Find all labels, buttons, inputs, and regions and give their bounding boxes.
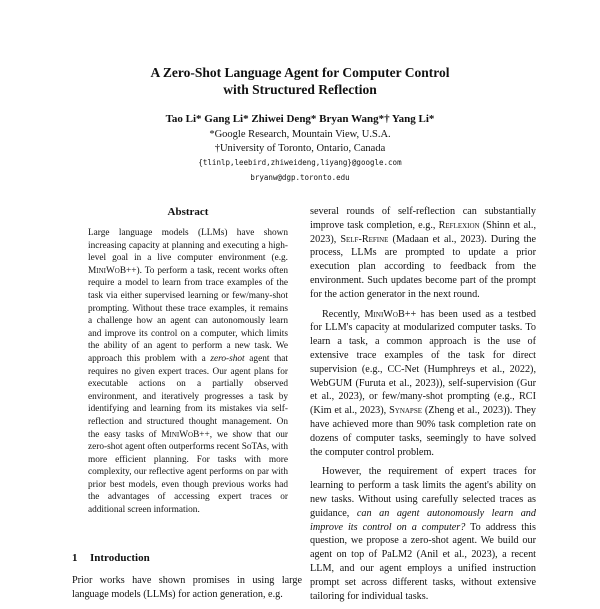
section-heading-introduction	[72, 552, 150, 564]
reflexion-term: Reflexion	[438, 219, 480, 231]
zero-shot-term: zero-shot	[210, 353, 245, 364]
abstract-text: ). To perform a task, recent works often require a model to learn from trace examples of the task via either supervised learning or few/many-shot prompting. Without these trace examples, it remains a challenge how an agent can autonomously learn and improve its control on a computer, which limits the ability of an agent to perform a new task. We approach this problem with a	[88, 265, 288, 364]
paragraph-text: (Madaan et al., 2023). During the process, LLMs are prompted to update a prior execution plan according to feedback from the environment. Such updates become part of the prompt for the action generator in the next round.	[310, 233, 537, 300]
author-list: Tao Li* Gang Li* Zhiwei Deng* Bryan Wang*† Yang Li*	[165, 113, 435, 125]
introduction-paragraph: Prior works have shown promises in using large language models (LLMs) for action generation, e.g.	[72, 575, 302, 600]
paragraph-self-reflection	[310, 205, 536, 302]
title-line-2: with Structured Reflection	[223, 82, 377, 97]
paragraph-text: has been used as a testbed for LLM's capacity at modularized computer tasks. To learn a task, a common approach is the use of extensive trace examples of the task for direct supervision (e.g., CC-Net (Humphreys et al., 2022), WebGUM (Furuta et al., 2023)), self-supervision (Gur et al., 2023), or few/many-shot prompting (e.g., RCI (Kim et al., 2023),	[310, 308, 536, 417]
right-column	[310, 205, 536, 609]
affiliation-google: *Google Research, Mountain View, U.S.A.	[209, 129, 391, 140]
synapse-term: Synapse	[389, 405, 422, 417]
self-refine-term: Self-Refine	[340, 233, 389, 245]
section-number: 1	[72, 552, 78, 564]
abstract-body	[88, 227, 288, 517]
paragraph-text: (Zheng et al., 2023)). They have achieved more than 90% task completion rate on dozens of computer tasks, seemingly to have solved the computer control problem.	[310, 405, 537, 458]
paragraph-text: To address this question, we propose a zero-shot agent. We build our agent on top of PaLM2 (Anil et al., 2023), a recent LLM, and our agent employs a unified instruction prompt set across different tasks, without extensive tailoring for individual tasks.	[310, 521, 536, 602]
paragraph-text: However, the requirement of expert traces for learning to perform a task limits the agent's ability on new tasks. Without using carefully selected traces as guidance,	[310, 466, 536, 519]
abstract-text: agent that requires no given expert traces. Our agent plans for executable actions on a partially observed environment, and iteratively progresses a task by identifying and learning from its mistakes via self-reflection and structured thought management. On the easy tasks of	[88, 353, 289, 440]
miniwob-term: MiniWoB++	[161, 429, 210, 440]
paragraph-miniwob	[310, 308, 536, 460]
abstract-text: , we show that our zero-shot agent often outperforms recent SoTAs, with more efficient planning. For tasks with more complexity, our reflective agent performs on par with prior best models, even though previous works had the advantages of accessing expert traces or additional screen information.	[88, 429, 288, 516]
abstract-text: Large language models (LLMs) have shown increasing capacity at planning and executing a high-level goal in a live computer environment (e.g.	[88, 228, 288, 264]
email-toronto: bryanw@dgp.toronto.edu	[250, 173, 350, 182]
paragraph-text: several rounds of self-reflection can substantially improve task completion, e.g.,	[310, 206, 536, 231]
paragraph-text: Recently,	[322, 308, 361, 320]
affiliation-toronto: †University of Toronto, Ontario, Canada	[214, 143, 386, 154]
abstract-heading: Abstract	[167, 206, 209, 218]
miniwob-term: MiniWoB++	[88, 265, 137, 276]
miniwob-term: MiniWoB++	[364, 308, 417, 320]
title-line-1: A Zero-Shot Language Agent for Computer Control	[150, 65, 450, 80]
paper-title	[60, 64, 540, 98]
paragraph-zero-shot	[310, 465, 536, 603]
research-question: can an agent autonomously learn and improve its control on a computer?	[310, 507, 536, 533]
section-title: Introduction	[90, 552, 150, 564]
paragraph-text: (Shinn et al., 2023),	[310, 219, 537, 245]
email-google: {tlinlp,leebird,zhiweideng,liyang}@google.com	[198, 158, 402, 167]
